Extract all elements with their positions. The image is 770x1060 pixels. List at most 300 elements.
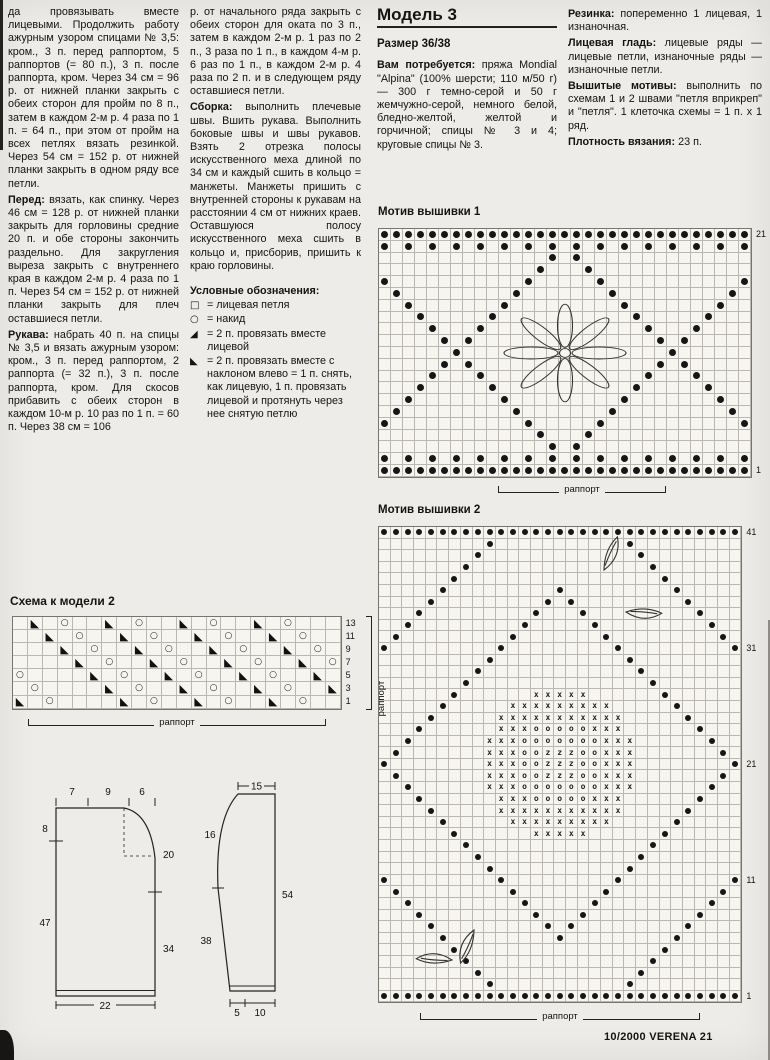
chart-cell <box>624 875 636 887</box>
chart-cell <box>601 573 613 585</box>
chart-cell <box>543 539 555 551</box>
chart-cell <box>463 453 475 465</box>
chart-cell: o <box>589 736 601 748</box>
chart-cell <box>571 323 583 335</box>
chart-cell <box>703 418 715 430</box>
chart-cell <box>559 406 571 418</box>
chart-cell <box>531 678 543 690</box>
chart-cell <box>671 573 683 585</box>
chart-cell <box>547 371 559 383</box>
chart-cell: ○ <box>281 682 296 695</box>
chart-cell <box>473 585 485 597</box>
chart-cell <box>449 828 461 840</box>
chart-cell <box>607 264 619 276</box>
chart-cell <box>463 335 475 347</box>
chart-cell <box>427 371 439 383</box>
chart-grid <box>378 228 752 478</box>
chart-cell <box>463 371 475 383</box>
chart-cell <box>402 944 414 956</box>
chart-cell <box>427 253 439 265</box>
chart-cell <box>379 794 391 806</box>
chart-cell <box>451 229 463 241</box>
chart-cell <box>583 253 595 265</box>
chart-cell <box>655 312 667 324</box>
chart-cell <box>547 300 559 312</box>
chart-cell <box>655 264 667 276</box>
chart-cell <box>499 323 511 335</box>
chart-cell <box>449 782 461 794</box>
chart-cell <box>607 241 619 253</box>
chart-cell <box>679 453 691 465</box>
chart-cell <box>251 669 266 682</box>
chart-cell <box>461 620 473 632</box>
chart-cell <box>519 689 531 701</box>
chart-cell <box>730 852 742 864</box>
chart-cell <box>631 253 643 265</box>
chart-cell <box>391 898 403 910</box>
chart-cell: o <box>554 724 566 736</box>
chart-cell: ◣ <box>221 656 236 669</box>
chart-row-number: 1 <box>756 464 762 475</box>
chart-cell <box>496 817 508 829</box>
chart-cell <box>648 921 660 933</box>
chart-cell <box>543 562 555 574</box>
chart-cell <box>449 631 461 643</box>
chart-cell <box>583 359 595 371</box>
chart-cell <box>511 441 523 453</box>
chart-cell <box>461 724 473 736</box>
chart-cell <box>695 713 707 725</box>
chart-row-number: 41 <box>746 526 757 537</box>
chart-cell <box>683 979 695 991</box>
chart-cell <box>739 276 751 288</box>
chart-cell <box>727 394 739 406</box>
chart-cell <box>391 921 403 933</box>
chart-cell <box>727 276 739 288</box>
chart-cell <box>601 643 613 655</box>
chart-cell <box>391 643 403 655</box>
measure-label: 5 <box>234 1008 240 1019</box>
chart-cell <box>523 406 535 418</box>
chart-cell <box>473 643 485 655</box>
chart-cell <box>379 736 391 748</box>
chart-cell <box>523 335 535 347</box>
chart-cell <box>595 241 607 253</box>
chart-cell: ◣ <box>251 682 266 695</box>
chart-cell <box>636 805 648 817</box>
chart-cell <box>449 527 461 539</box>
yarn-over-symbol: ○ <box>190 314 199 326</box>
chart-cell <box>648 620 660 632</box>
chart-cell <box>427 430 439 442</box>
chart-cell <box>607 323 619 335</box>
chart-cell <box>578 678 590 690</box>
chart-cell <box>730 747 742 759</box>
chart-cell <box>671 921 683 933</box>
chart-cell <box>706 666 718 678</box>
chart-cell <box>571 276 583 288</box>
chart-cell: z <box>554 747 566 759</box>
chart-cell <box>508 898 520 910</box>
measure-label: 34 <box>163 944 175 955</box>
chart-cell <box>475 241 487 253</box>
chart-cell <box>499 264 511 276</box>
chart-cell <box>379 288 391 300</box>
chart-cell <box>461 655 473 667</box>
paragraph-lead: Рукава: <box>8 328 49 341</box>
chart-cell <box>683 968 695 980</box>
chart-cell <box>437 944 449 956</box>
chart-cell <box>667 453 679 465</box>
chart-cell <box>402 701 414 713</box>
chart-cell <box>619 418 631 430</box>
chart-cell <box>391 817 403 829</box>
chart-cell <box>739 241 751 253</box>
chart-row-number: 31 <box>746 642 757 653</box>
chart-cell <box>487 382 499 394</box>
chart-cell <box>695 539 707 551</box>
chart-cell: o <box>531 724 543 736</box>
chart-cell <box>595 323 607 335</box>
chart-cell <box>391 910 403 922</box>
chart-cell <box>484 933 496 945</box>
chart-cell <box>391 689 403 701</box>
chart-cell <box>531 550 543 562</box>
chart-cell <box>578 597 590 609</box>
chart-cell <box>415 229 427 241</box>
chart-cell <box>414 921 426 933</box>
chart-cell <box>426 840 438 852</box>
chart-cell <box>379 406 391 418</box>
chart-cell <box>554 539 566 551</box>
chart-cell <box>391 608 403 620</box>
chart-cell <box>296 643 311 656</box>
chart-cell: x <box>613 747 625 759</box>
chart-cell: x <box>508 713 520 725</box>
chart-cell <box>706 805 718 817</box>
chart-cell <box>523 418 535 430</box>
chart-cell <box>147 643 162 656</box>
chart-cell: x <box>508 747 520 759</box>
chart-cell <box>414 886 426 898</box>
chart-cell <box>496 597 508 609</box>
measure-label: 22 <box>99 1001 111 1012</box>
paragraph-text: 23 п. <box>675 135 702 148</box>
chart-cell <box>566 655 578 667</box>
chart-cell <box>559 418 571 430</box>
chart-cell <box>718 956 730 968</box>
chart-cell <box>461 608 473 620</box>
chart-cell <box>484 968 496 980</box>
chart-cell <box>535 264 547 276</box>
chart-cell <box>703 371 715 383</box>
chart-cell <box>473 666 485 678</box>
chart-cell <box>624 910 636 922</box>
chart-cell <box>730 794 742 806</box>
chart-cell <box>589 852 601 864</box>
chart-cell <box>655 288 667 300</box>
chart-cell <box>671 585 683 597</box>
chart-cell <box>595 264 607 276</box>
chart-cell <box>414 573 426 585</box>
chart-cell <box>715 441 727 453</box>
chart-cell <box>511 288 523 300</box>
chart-cell <box>730 782 742 794</box>
chart-cell <box>566 875 578 887</box>
ssk-symbol: ◣ <box>190 356 198 368</box>
chart-cell <box>566 562 578 574</box>
chart-cell <box>571 382 583 394</box>
legend-item <box>190 355 361 421</box>
chart-cell <box>655 406 667 418</box>
chart-cell <box>595 276 607 288</box>
chart-cell <box>619 323 631 335</box>
chart-cell <box>571 371 583 383</box>
chart-cell <box>473 678 485 690</box>
chart-cell <box>589 991 601 1003</box>
chart-cell <box>511 229 523 241</box>
chart-cell <box>499 312 511 324</box>
chart-cell <box>379 430 391 442</box>
chart-cell <box>679 394 691 406</box>
chart-cell <box>391 933 403 945</box>
chart-cell <box>613 921 625 933</box>
chart-cell <box>667 371 679 383</box>
chart-cell <box>683 539 695 551</box>
chart-cell <box>499 453 511 465</box>
chart-cell: ○ <box>296 696 311 709</box>
chart-cell <box>451 418 463 430</box>
chart-cell <box>379 300 391 312</box>
chart-cell <box>660 597 672 609</box>
chart-cell <box>236 656 251 669</box>
chart-cell <box>607 253 619 265</box>
chart-cell <box>379 910 391 922</box>
chart-cell <box>683 747 695 759</box>
chart-cell: o <box>554 736 566 748</box>
chart-cell <box>613 643 625 655</box>
chart-cell <box>266 656 281 669</box>
chart-cell <box>496 886 508 898</box>
chart-cell <box>496 643 508 655</box>
chart-cell <box>484 991 496 1003</box>
chart-cell <box>667 253 679 265</box>
chart-cell <box>739 335 751 347</box>
chart-cell <box>671 852 683 864</box>
chart-cell <box>162 630 177 643</box>
bracket-line <box>200 725 325 726</box>
chart-cell <box>402 910 414 922</box>
chart-cell <box>403 453 415 465</box>
chart-cell <box>519 828 531 840</box>
chart-cell <box>636 631 648 643</box>
chart-cell: ○ <box>296 630 311 643</box>
chart-cell <box>426 828 438 840</box>
chart-cell: x <box>624 770 636 782</box>
chart-cell <box>426 770 438 782</box>
chart-cell <box>437 794 449 806</box>
chart-cell <box>73 617 88 630</box>
chart-cell <box>484 852 496 864</box>
chart-cell <box>566 944 578 956</box>
chart-cell: z <box>554 770 566 782</box>
chart-cell <box>463 253 475 265</box>
chart-cell <box>679 312 691 324</box>
chart-cell <box>648 539 660 551</box>
chart-cell <box>706 991 718 1003</box>
chart-cell: o <box>531 794 543 806</box>
chart-cell <box>475 229 487 241</box>
chart-cell <box>379 852 391 864</box>
chart-cell: x <box>508 736 520 748</box>
chart-cell <box>571 430 583 442</box>
chart-cell <box>683 921 695 933</box>
chart-cell <box>439 312 451 324</box>
chart-cell <box>437 886 449 898</box>
chart-cell <box>691 359 703 371</box>
chart-cell <box>281 696 296 709</box>
chart-cell <box>543 979 555 991</box>
chart-cell <box>426 921 438 933</box>
chart-cell <box>655 394 667 406</box>
chart-cell <box>426 527 438 539</box>
chart-cell <box>427 300 439 312</box>
chart-row-number: 1 <box>746 990 752 1001</box>
chart-cell <box>578 585 590 597</box>
chart-cell <box>667 241 679 253</box>
chart-cell <box>426 863 438 875</box>
chart-cell <box>695 770 707 782</box>
chart-cell <box>414 794 426 806</box>
chart-cell <box>508 886 520 898</box>
chart-cell <box>718 805 730 817</box>
chart-cell <box>437 736 449 748</box>
chart-cell <box>595 371 607 383</box>
chart-cell <box>695 724 707 736</box>
chart-cell <box>523 394 535 406</box>
chart-cell <box>221 682 236 695</box>
chart-cell <box>162 682 177 695</box>
chart-cell <box>718 852 730 864</box>
chart-cell <box>207 696 222 709</box>
chart-cell <box>414 643 426 655</box>
chart-cell <box>631 347 643 359</box>
chart-cell <box>613 944 625 956</box>
chart-cell <box>601 968 613 980</box>
chart-cell <box>379 335 391 347</box>
chart-cell <box>543 655 555 667</box>
paragraph <box>568 37 762 77</box>
chart-cell <box>437 608 449 620</box>
chart-cell <box>531 585 543 597</box>
chart-row-number: 9 <box>345 643 351 654</box>
chart-cell <box>531 643 543 655</box>
chart-cell <box>624 539 636 551</box>
chart-cell <box>718 875 730 887</box>
chart-cell <box>177 669 192 682</box>
chart-cell <box>402 747 414 759</box>
chart-cell <box>449 689 461 701</box>
rapport-label: раппорт <box>564 483 600 495</box>
chart-cell <box>613 956 625 968</box>
chart-cell <box>631 288 643 300</box>
chart-cell <box>683 689 695 701</box>
schematic-sleeve-piece <box>190 756 300 1021</box>
chart-cell <box>683 991 695 1003</box>
chart-cell <box>624 713 636 725</box>
chart-cell <box>496 562 508 574</box>
chart-cell <box>595 465 607 477</box>
chart-cell <box>727 335 739 347</box>
chart-cell <box>437 539 449 551</box>
chart-cell: o <box>519 736 531 748</box>
chart-cell <box>607 371 619 383</box>
chart-cell <box>427 418 439 430</box>
chart-cell <box>437 550 449 562</box>
chart-cell <box>402 828 414 840</box>
chart-cell <box>624 840 636 852</box>
chart-cell <box>426 736 438 748</box>
chart-cell <box>487 312 499 324</box>
chart-cell <box>403 323 415 335</box>
chart-cell <box>531 666 543 678</box>
chart-cell <box>102 630 117 643</box>
chart-cell <box>695 956 707 968</box>
chart-cell <box>578 655 590 667</box>
chart-cell <box>613 979 625 991</box>
chart-cell <box>403 253 415 265</box>
chart-cell <box>695 620 707 632</box>
measure-label: 9 <box>105 787 111 798</box>
chart-cell <box>554 527 566 539</box>
chart-cell <box>379 276 391 288</box>
chart-cell <box>648 886 660 898</box>
chart-cell <box>496 573 508 585</box>
chart-cell <box>461 805 473 817</box>
chart-cell <box>437 759 449 771</box>
chart-cell <box>13 656 28 669</box>
chart-cell <box>727 253 739 265</box>
chart-cell <box>636 666 648 678</box>
chart-cell <box>484 713 496 725</box>
chart-cell <box>461 852 473 864</box>
chart-cell: x <box>554 817 566 829</box>
chart-cell <box>613 689 625 701</box>
chart-cell <box>473 713 485 725</box>
legend-text: = лицевая петля <box>207 299 290 312</box>
chart-cell <box>427 264 439 276</box>
chart-cell <box>296 669 311 682</box>
chart-cell <box>523 300 535 312</box>
chart-cell <box>391 288 403 300</box>
chart-cell <box>449 979 461 991</box>
chart-cell <box>613 631 625 643</box>
chart-cell <box>437 573 449 585</box>
chart-cell <box>566 863 578 875</box>
chart-cell <box>475 312 487 324</box>
chart-cell <box>595 229 607 241</box>
chart-cell <box>655 241 667 253</box>
chart-cell <box>655 335 667 347</box>
chart-cell <box>619 441 631 453</box>
chart-cell <box>547 288 559 300</box>
chart-cell <box>636 770 648 782</box>
chart-cell <box>402 550 414 562</box>
chart-cell <box>461 597 473 609</box>
chart-cell <box>414 805 426 817</box>
chart-cell <box>449 875 461 887</box>
paragraph <box>377 59 557 151</box>
